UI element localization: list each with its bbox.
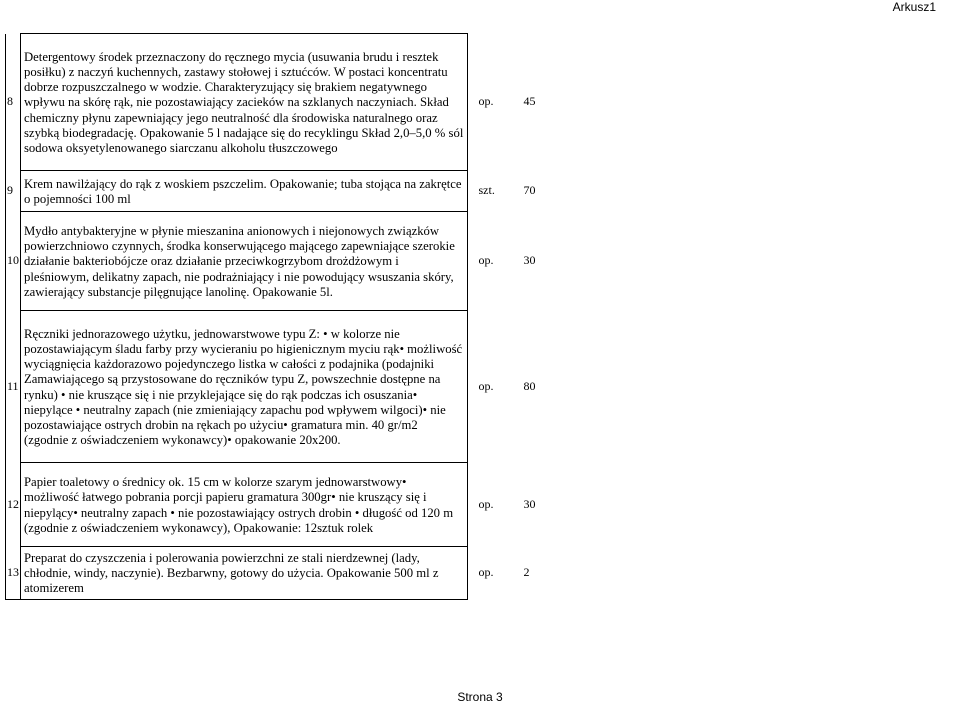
row-description: Mydło antybakteryjne w płynie mieszanina anionowych i niejonowych związków powierzchniowo czynnych, środka konserwującego mającego zapewniające szerokie działanie bakteriobójcze oraz działanie przeciwkogrzybom drożdżowym i pleśniowym, delikatny zapach, nie podrażniający i nie powodujący wsuszania skóry, zawierający substancje pilęgnujące lanolinę. Opakowanie 5l. bbox=[21, 212, 468, 311]
sheet-name: Arkusz1 bbox=[892, 0, 936, 14]
row-number: 11 bbox=[6, 311, 21, 463]
row-unit: op. bbox=[478, 565, 494, 580]
row-quantity: 70 bbox=[523, 183, 536, 198]
row-unit: op. bbox=[478, 496, 494, 511]
row-description: Preparat do czyszczenia i polerowania powierzchni ze stali nierdzewnej (lady, chłodnie, windy, naczynie). Bezbarwny, gotowy do użycia. Opakowanie 500 ml z atomizerem bbox=[21, 547, 468, 600]
row-unit: op. bbox=[478, 94, 494, 109]
row-quantity: 30 bbox=[523, 253, 536, 268]
row-quantity: 30 bbox=[523, 496, 536, 511]
row-description: Papier toaletowy o średnicy ok. 15 cm w kolorze szarym jednowarstwowy• możliwość łatwego pobrania porcji papieru gramatura 300gr• nie kruszący się i niepylący• neutralny zapach • nie pozostawiający ostrych drobin • długość od 120 m (zgodnie z oświadczeniem wykonawcy), Opakowanie: 12sztuk rolek bbox=[21, 463, 468, 547]
row-quantity: 45 bbox=[523, 94, 536, 109]
table-row bbox=[6, 34, 564, 171]
row-description: Krem nawilżający do rąk z woskiem pszczelim. Opakowanie; tuba stojąca na zakrętce o pojemności 100 ml bbox=[21, 171, 468, 212]
table-row bbox=[6, 171, 564, 212]
row-number: 12 bbox=[6, 463, 21, 547]
row-quantity: 2 bbox=[523, 565, 530, 580]
row-description: Ręczniki jednorazowego użytku, jednowarstwowe typu Z: • w kolorze nie pozostawiającym śladu farby przy wycieraniu po higienicznym myciu rąk• możliwość wyciągnięcia każdorazowo pojedynczego listka w całości z podajnika (podajniki Zamawiającego są przystosowane do ręczników typu Z, powszechnie dostępne na rynku) • nie kruszące się i nie przyklejające się do rąk podczas ich osuszania• niepylące • neutralny zapach (nie zmieniający zapachu pod wpływem wilgoci)• nie pozostawiające ostrych drobin na rękach po użyciu• gramatura min. 40 gr/m2 (zgodnie z oświadczeniem wykonawcy)• opakowanie 20x200. bbox=[21, 311, 468, 463]
row-quantity: 80 bbox=[523, 378, 536, 393]
row-unit: szt. bbox=[478, 183, 495, 198]
table-row bbox=[6, 463, 564, 547]
table-row bbox=[6, 547, 564, 600]
row-description: Detergentowy środek przeznaczony do ręcznego mycia (usuwania brudu i resztek posiłku) z naczyń kuchennych, zastawy stołowej i sztućców. W postaci koncentratu dobrze rozpuszczalnego w wodzie. Charakteryzujący się brakiem negatywnego wpływu na skórę rąk, nie pozostawiający zacieków na szklanych naczyniach. Skład chemiczny płynu zapewniający jego neutralność dla środowiska naturalnego oraz szybką biodegradację. Opakowanie 5 l nadające się do recyklingu Skład 2,0–5,0 % sól sodowa oksyetylenowanego siarczanu alkoholu tłuszczowego bbox=[21, 34, 468, 171]
row-unit: op. bbox=[478, 253, 494, 268]
page-footer: Strona 3 bbox=[457, 690, 503, 704]
row-number: 8 bbox=[6, 34, 21, 171]
items-table bbox=[5, 33, 564, 600]
row-unit: op. bbox=[478, 378, 494, 393]
table-row bbox=[6, 212, 564, 311]
row-number: 13 bbox=[6, 547, 21, 600]
table-row bbox=[6, 311, 564, 463]
row-number: 9 bbox=[6, 171, 21, 212]
row-number: 10 bbox=[6, 212, 21, 311]
